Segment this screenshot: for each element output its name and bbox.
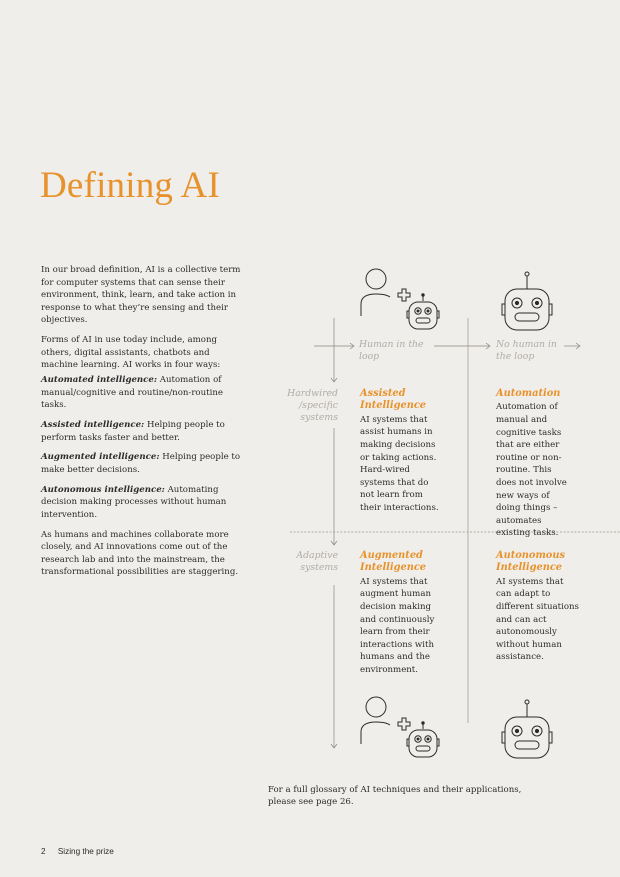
- cell-heading: Autonomous Intelligence: [496, 550, 565, 574]
- cell-augmented: [360, 550, 442, 677]
- intro-paragraph: Forms of AI in use today include, among others, digital assistants, chatbots and machine learning. AI works in four ways:: [41, 335, 221, 371]
- cell-body: Automation of manual and cognitive tasks that are either routine or non-routine. This does not involve new ways of doing things – automates existing tasks.: [496, 402, 567, 539]
- definition-text: Automation of manual/cognitive and routine/non-routine tasks.: [41, 374, 223, 411]
- human-plus-robot-icon: [361, 697, 439, 757]
- intro-paragraph: As humans and machines collaborate more closely, and AI innovations come out of the research lab and into the mainstream, the transformational possibilities are staggering.: [41, 529, 239, 578]
- cell-autonomous: [496, 550, 580, 664]
- robot-icon: [502, 700, 552, 758]
- definition-text: Automating decision making processes without human intervention.: [41, 484, 227, 520]
- row-label-adaptive: Adaptive systems: [296, 550, 338, 574]
- intro-paragraph: In our broad definition, AI is a collective term for computer systems that can sense their environment, think, learn, and take action in response to what they’re sensing and their objectives.: [41, 265, 241, 326]
- cell-body: AI systems that assist humans in making decisions or taking actions. Hard-wired systems that do not learn from their interactions.: [360, 414, 439, 513]
- definition-term: Augmented intelligence:: [41, 452, 160, 463]
- column-label-human: Human in the loop: [359, 339, 424, 363]
- definition-term: Assisted intelligence:: [41, 419, 145, 430]
- row-label-hardwired: Hardwired /specific systems: [287, 388, 338, 424]
- definition-term: Autonomous intelligence:: [41, 484, 165, 495]
- page-footer: [41, 847, 114, 856]
- definition-text: Helping people to make better decisions.: [41, 452, 241, 475]
- page-title: Defining AI: [40, 165, 220, 206]
- cell-assisted: [360, 388, 442, 515]
- section-name: Sizing the prize: [57, 847, 114, 856]
- definition-term: Automated intelligence:: [41, 374, 158, 385]
- column-label-no-human: No human in the loop: [496, 339, 557, 363]
- cell-heading: Assisted Intelligence: [360, 388, 427, 412]
- cell-body: AI systems that can adapt to different situations and can act autonomously without human assistance.: [496, 576, 579, 663]
- cell-body: AI systems that augment human decision making and continuously learn from their interactions with humans and the environment.: [360, 576, 435, 675]
- cell-heading: Augmented Intelligence: [360, 550, 427, 574]
- definition-text: Helping people to perform tasks faster and better.: [41, 419, 225, 443]
- robot-icon: [502, 272, 552, 330]
- human-plus-robot-icon: [361, 269, 439, 329]
- cell-heading: Automation: [496, 388, 561, 399]
- page-number: 2: [41, 847, 46, 856]
- cell-automation: [496, 388, 574, 540]
- glossary-footnote: For a full glossary of AI techniques and their applications, please see page 26.: [268, 785, 522, 808]
